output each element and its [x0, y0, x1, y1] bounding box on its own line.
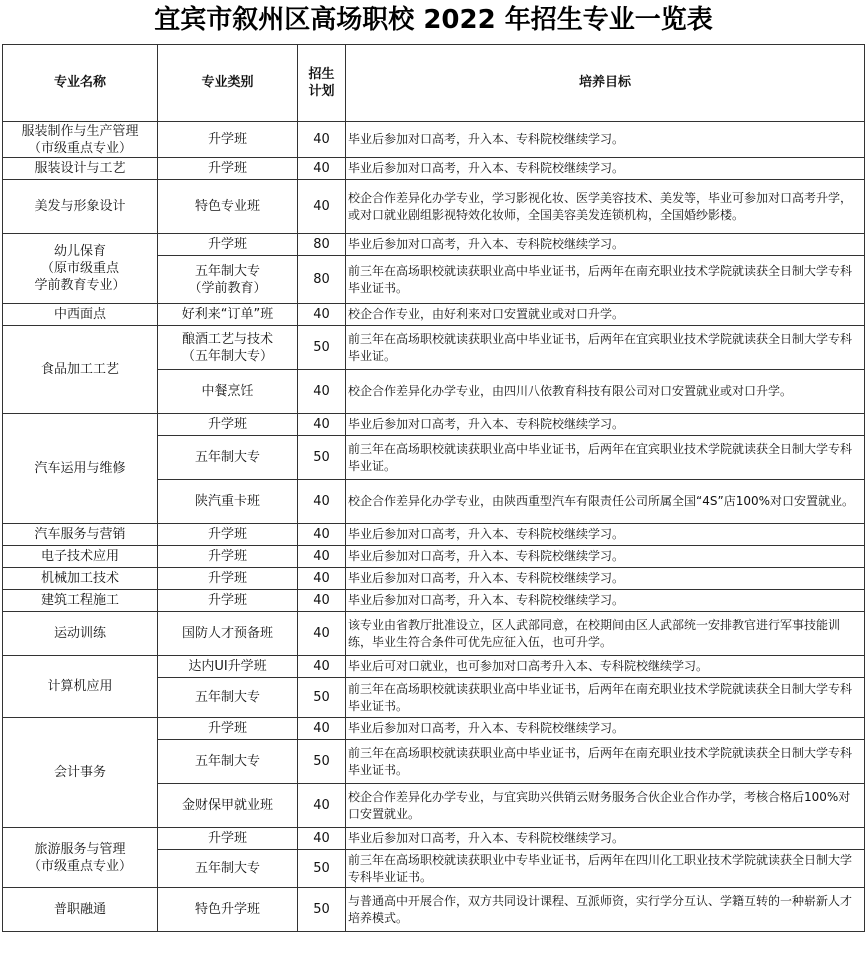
major-name-cell: [3, 718, 158, 828]
category-cell: [158, 828, 298, 850]
major-name-line: 食品加工工艺: [40, 362, 119, 377]
category-cell: [158, 612, 298, 656]
goal-cell: 毕业后可对口就业，也可参加对口高考升入本、专科院校继续学习。: [346, 656, 865, 678]
plan-cell: 50: [298, 326, 346, 370]
major-name-cell: [3, 828, 158, 888]
table-row: [3, 718, 865, 740]
table-row: [3, 234, 865, 256]
plan-cell: 40: [298, 656, 346, 678]
category-line: 升学班: [207, 132, 247, 147]
header-plan: [298, 45, 346, 122]
goal-cell: 校企合作差异化办学专业，由陕西重型汽车有限责任公司所属全国“4S”店100%对口安置就业。: [346, 480, 865, 524]
goal-cell: 毕业后参加对口高考，升入本、专科院校继续学习。: [346, 414, 865, 436]
plan-cell: 40: [298, 828, 346, 850]
goal-cell: 毕业后参加对口高考，升入本、专科院校继续学习。: [346, 524, 865, 546]
category-cell: [158, 436, 298, 480]
major-name-line: 运动训练: [53, 626, 106, 641]
category-line: 五年制大专: [194, 263, 260, 279]
category-cell: [158, 180, 298, 234]
major-name-cell: [3, 180, 158, 234]
major-name-line: 汽车运用与维修: [34, 461, 126, 476]
table-row: [3, 326, 865, 370]
table-row: [3, 656, 865, 678]
major-name-line: 旅游服务与管理: [34, 841, 126, 857]
goal-cell: 毕业后参加对口高考，升入本、专科院校继续学习。: [346, 122, 865, 158]
plan-cell: 40: [298, 568, 346, 590]
goal-cell: 与普通高中开展合作，双方共同设计课程、互派师资，实行学分互认、学籍互转的一种崭新人才培养模式。: [346, 888, 865, 932]
header-major: 专业名称: [3, 45, 158, 122]
major-name-cell: [3, 414, 158, 524]
category-line: 陕汽重卡班: [194, 494, 260, 509]
category-line: 升学班: [207, 831, 247, 846]
plan-cell: 80: [298, 256, 346, 304]
category-cell: [158, 480, 298, 524]
plan-cell: 40: [298, 370, 346, 414]
category-cell: [158, 656, 298, 678]
category-cell: [158, 568, 298, 590]
plan-cell: 50: [298, 436, 346, 480]
plan-cell: 50: [298, 740, 346, 784]
category-cell: [158, 718, 298, 740]
major-name-line: 普职融通: [53, 902, 106, 917]
goal-cell: 前三年在高场职校就读获职业高中毕业证书，后两年在南充职业技术学院就读获全日制大学专科毕业证书。: [346, 256, 865, 304]
plan-cell: 40: [298, 546, 346, 568]
category-line: 五年制大专: [194, 690, 260, 705]
major-name-line: （原市级重点: [40, 261, 119, 276]
major-name-line: 学前教育专业）: [34, 278, 126, 293]
major-name-line: （市级重点专业）: [27, 140, 132, 156]
major-name-line: 会计事务: [53, 765, 106, 780]
plan-cell: 40: [298, 480, 346, 524]
major-name-line: 计算机应用: [47, 679, 113, 694]
category-cell: [158, 122, 298, 158]
category-line: 升学班: [207, 571, 247, 586]
plan-cell: 80: [298, 234, 346, 256]
category-cell: [158, 234, 298, 256]
category-cell: [158, 256, 298, 304]
header-goal: 培养目标: [346, 45, 865, 122]
goal-cell: 毕业后参加对口高考，升入本、专科院校继续学习。: [346, 234, 865, 256]
category-line: 五年制大专: [194, 754, 260, 769]
category-line: 升学班: [207, 161, 247, 176]
category-line: 升学班: [207, 417, 247, 432]
category-line: 升学班: [207, 721, 247, 736]
goal-cell: 前三年在高场职校就读获职业高中毕业证书，后两年在南充职业技术学院就读获全日制大学专科毕业证书。: [346, 740, 865, 784]
plan-cell: 40: [298, 590, 346, 612]
table-row: [3, 414, 865, 436]
plan-cell: 40: [298, 784, 346, 828]
plan-cell: 40: [298, 612, 346, 656]
category-line: 升学班: [207, 593, 247, 608]
table-header-row: [3, 45, 865, 122]
plan-cell: 50: [298, 678, 346, 718]
header-plan-line1: 招生: [308, 67, 335, 82]
goal-cell: 校企合作差异化办学专业，由四川八依教育科技有限公司对口安置就业或对口升学。: [346, 370, 865, 414]
goal-cell: 毕业后参加对口高考，升入本、专科院校继续学习。: [346, 546, 865, 568]
category-line: 国防人才预备班: [181, 626, 273, 641]
major-name-cell: [3, 568, 158, 590]
major-name-line: 电子技术应用: [40, 549, 119, 564]
category-cell: [158, 678, 298, 718]
category-line: 升学班: [207, 549, 247, 564]
major-name-cell: [3, 122, 158, 158]
goal-cell: 校企合作专业，由好利来对口安置就业或对口升学。: [346, 304, 865, 326]
major-name-line: 美发与形象设计: [34, 199, 126, 214]
plan-cell: 40: [298, 304, 346, 326]
table-row: [3, 612, 865, 656]
category-line: 五年制大专: [194, 450, 260, 465]
major-name-cell: [3, 158, 158, 180]
enrollment-table: [2, 44, 865, 932]
category-cell: [158, 414, 298, 436]
goal-cell: 毕业后参加对口高考，升入本、专科院校继续学习。: [346, 158, 865, 180]
category-cell: [158, 784, 298, 828]
header-plan-line2: 计划: [308, 84, 335, 99]
major-name-line: 建筑工程施工: [40, 593, 119, 608]
plan-cell: 40: [298, 414, 346, 436]
table-row: [3, 828, 865, 850]
goal-cell: 毕业后参加对口高考，升入本、专科院校继续学习。: [346, 718, 865, 740]
category-line: 五年制大专: [194, 861, 260, 876]
table-row: [3, 568, 865, 590]
table-row: [3, 180, 865, 234]
major-name-cell: [3, 656, 158, 718]
goal-cell: 前三年在高场职校就读获职业高中毕业证书，后两年在宜宾职业技术学院就读获全日制大学专科毕业证。: [346, 436, 865, 480]
table-row: [3, 524, 865, 546]
major-name-cell: [3, 234, 158, 304]
category-cell: [158, 546, 298, 568]
major-name-line: 机械加工技术: [40, 571, 119, 586]
major-name-cell: [3, 546, 158, 568]
page-title: 宜宾市叙州区高场职校 2022 年招生专业一览表: [154, 5, 713, 35]
category-line: 中餐烹饪: [201, 384, 254, 399]
category-line: （学前教育）: [188, 280, 267, 296]
major-name-line: 服装制作与生产管理: [21, 123, 139, 139]
table-row: [3, 888, 865, 932]
category-line: 酿酒工艺与技术: [181, 331, 273, 347]
major-name-cell: [3, 612, 158, 656]
goal-cell: 毕业后参加对口高考，升入本、专科院校继续学习。: [346, 828, 865, 850]
category-cell: [158, 158, 298, 180]
category-cell: [158, 740, 298, 784]
category-line: 好利来“订单”班: [181, 307, 274, 322]
category-line: （五年制大专）: [181, 348, 273, 364]
category-line: 达内UI升学班: [188, 659, 267, 674]
table-row: [3, 122, 865, 158]
category-cell: [158, 888, 298, 932]
goal-cell: 前三年在高场职校就读获职业中专毕业证书，后两年在四川化工职业技术学院就读获全日制大学专科毕业证书。: [346, 850, 865, 888]
table-row: [3, 546, 865, 568]
major-name-line: 中西面点: [53, 307, 106, 322]
goal-cell: 前三年在高场职校就读获职业高中毕业证书，后两年在南充职业技术学院就读获全日制大学专科毕业证书。: [346, 678, 865, 718]
table-row: [3, 158, 865, 180]
table-body: [3, 122, 865, 932]
major-name-line: 幼儿保育: [53, 244, 106, 259]
goal-cell: 校企合作差异化办学专业，学习影视化妆、医学美容技术、美发等，毕业可参加对口高考升学，或对口就业剧组影视特效化妆师，全国美容美发连锁机构，全国婚纱影楼。: [346, 180, 865, 234]
goal-cell: 该专业由省教厅批准设立，区人武部同意，在校期间由区人武部统一安排教官进行军事技能训练，毕业生符合条件可优先应征入伍，也可升学。: [346, 612, 865, 656]
category-line: 特色专业班: [194, 199, 260, 214]
category-cell: [158, 524, 298, 546]
goal-cell: 毕业后参加对口高考，升入本、专科院校继续学习。: [346, 568, 865, 590]
plan-cell: 40: [298, 122, 346, 158]
goal-cell: 校企合作差异化办学专业，与宜宾助兴供销云财务服务合伙企业合作办学，考核合格后100%对口安置就业。: [346, 784, 865, 828]
goal-cell: 毕业后参加对口高考，升入本、专科院校继续学习。: [346, 590, 865, 612]
major-name-cell: [3, 326, 158, 414]
major-name-line: 汽车服务与营销: [34, 527, 126, 542]
major-name-line: （市级重点专业）: [27, 858, 132, 874]
category-line: 特色升学班: [194, 902, 260, 917]
header-category: 专业类别: [158, 45, 298, 122]
category-cell: [158, 590, 298, 612]
category-cell: [158, 370, 298, 414]
table-row: [3, 590, 865, 612]
table-row: [3, 304, 865, 326]
major-name-cell: [3, 888, 158, 932]
category-line: 金财保甲就业班: [181, 798, 273, 813]
major-name-cell: [3, 524, 158, 546]
category-cell: [158, 850, 298, 888]
plan-cell: 40: [298, 718, 346, 740]
category-line: 升学班: [207, 527, 247, 542]
major-name-cell: [3, 590, 158, 612]
goal-cell: 前三年在高场职校就读获职业高中毕业证书，后两年在宜宾职业技术学院就读获全日制大学专科毕业证。: [346, 326, 865, 370]
plan-cell: 40: [298, 524, 346, 546]
plan-cell: 50: [298, 850, 346, 888]
major-name-cell: [3, 304, 158, 326]
category-cell: [158, 304, 298, 326]
category-cell: [158, 326, 298, 370]
plan-cell: 50: [298, 888, 346, 932]
category-line: 升学班: [207, 237, 247, 252]
plan-cell: 40: [298, 180, 346, 234]
major-name-line: 服装设计与工艺: [34, 161, 126, 176]
plan-cell: 40: [298, 158, 346, 180]
